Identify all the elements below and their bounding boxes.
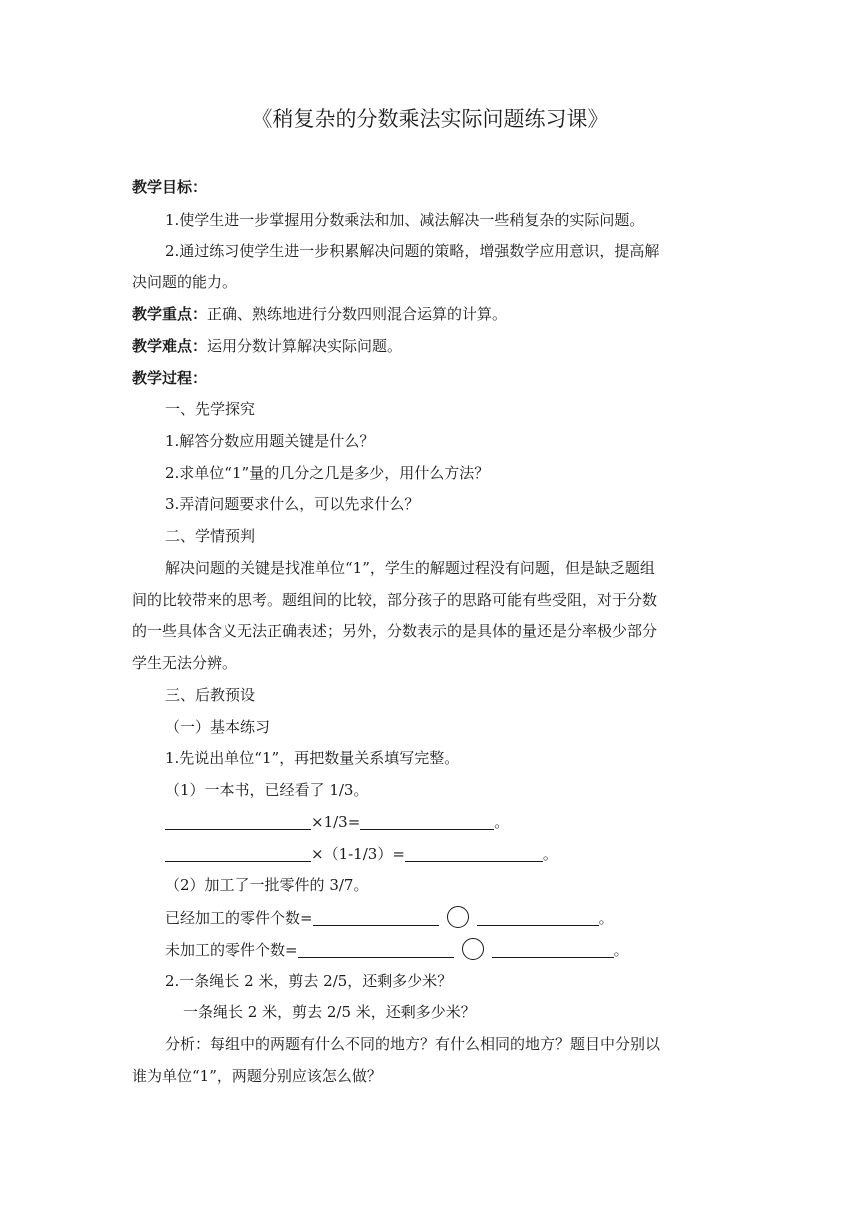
answer-blank[interactable] xyxy=(165,813,311,830)
row-period: 。 xyxy=(613,941,629,959)
processed-parts-row xyxy=(165,906,614,929)
analysis-line-1: 分析：每组中的两题有什么不同的地方？有什么相同的地方？题目中分别以 xyxy=(165,1035,661,1053)
question-2: 2.求单位“1”量的几分之几是多少，用什么方法？ xyxy=(165,464,490,482)
key-heading: 教学重点： xyxy=(132,305,208,323)
exercise-1: 1.先说出单位“1”，再把数量关系填写完整。 xyxy=(165,749,460,767)
answer-blank[interactable] xyxy=(313,909,439,926)
question-1: 1.解答分数应用题关键是什么？ xyxy=(165,432,375,450)
subsection-basic-practice: （一）基本练习 xyxy=(165,718,271,736)
analysis-paragraph-line-4: 学生无法分辨。 xyxy=(132,654,238,672)
fill-in-row-1 xyxy=(165,811,509,833)
fill-2-period: 。 xyxy=(542,845,558,863)
answer-blank[interactable] xyxy=(477,909,599,926)
exercise-1-part-1: （1）一本书，已经看了 1/3。 xyxy=(165,781,369,799)
answer-blank[interactable] xyxy=(405,845,543,862)
analysis-paragraph-line-3: 的一些具体含义无法正确表述；另外，分数表示的是具体的量还是分率极少部分 xyxy=(132,622,658,640)
unprocessed-parts-row xyxy=(165,938,629,961)
fill-1-period: 。 xyxy=(494,813,510,831)
key-point-row xyxy=(132,303,507,325)
exercise-2b: 一条绳长 2 米，剪去 2/5 米，还剩多少米？ xyxy=(183,1003,476,1021)
difficulty-row xyxy=(132,335,402,357)
fill-in-row-2 xyxy=(165,843,558,865)
objective-2a: 2.通过练习使学生进一步积累解决问题的策略，增强数学应用意识，提高解 xyxy=(165,242,660,260)
answer-blank[interactable] xyxy=(492,941,614,958)
operator-circle[interactable] xyxy=(447,906,469,928)
fill-1-operator: ×1/3= xyxy=(311,813,361,831)
exercise-1-part-2: （2）加工了一批零件的 3/7。 xyxy=(165,876,369,894)
section-3-heading: 三、后教预设 xyxy=(165,686,256,704)
objective-2b: 决问题的能力。 xyxy=(132,273,238,291)
section-2-heading: 二、学情预判 xyxy=(165,527,256,545)
objectives-heading: 教学目标： xyxy=(132,178,208,196)
row-period: 。 xyxy=(598,909,614,927)
document-title: 《稍复杂的分数乘法实际问题练习课》 xyxy=(251,107,609,131)
analysis-paragraph-line-2: 间的比较带来的思考。题组间的比较，部分孩子的思路可能有些受阻，对于分数 xyxy=(132,591,658,609)
objective-1: 1.使学生进一步掌握用分数乘法和加、减法解决一些稍复杂的实际问题。 xyxy=(165,211,645,229)
fill-2-operator: ×（1-1/3）= xyxy=(311,845,405,863)
section-1-heading: 一、先学探究 xyxy=(165,400,256,418)
processed-label: 已经加工的零件个数= xyxy=(165,909,313,927)
difficulty-heading: 教学难点： xyxy=(132,337,208,355)
exercise-2a: 2.一条绳长 2 米，剪去 2/5，还剩多少米？ xyxy=(165,972,453,990)
analysis-line-2: 谁为单位“1”，两题分别应该怎么做？ xyxy=(132,1067,382,1085)
answer-blank[interactable] xyxy=(165,845,311,862)
key-text: 正确、熟练地进行分数四则混合运算的计算。 xyxy=(207,305,508,323)
unprocessed-label: 未加工的零件个数= xyxy=(165,941,298,959)
answer-blank[interactable] xyxy=(360,813,494,830)
answer-blank[interactable] xyxy=(298,941,454,958)
process-heading: 教学过程： xyxy=(132,369,208,387)
question-3: 3.弄清问题要求什么，可以先求什么？ xyxy=(165,495,420,513)
difficulty-text: 运用分数计算解决实际问题。 xyxy=(207,337,403,355)
operator-circle[interactable] xyxy=(462,938,484,960)
analysis-paragraph-line-1: 解决问题的关键是找准单位“1”，学生的解题过程没有问题，但是缺乏题组 xyxy=(165,559,655,577)
